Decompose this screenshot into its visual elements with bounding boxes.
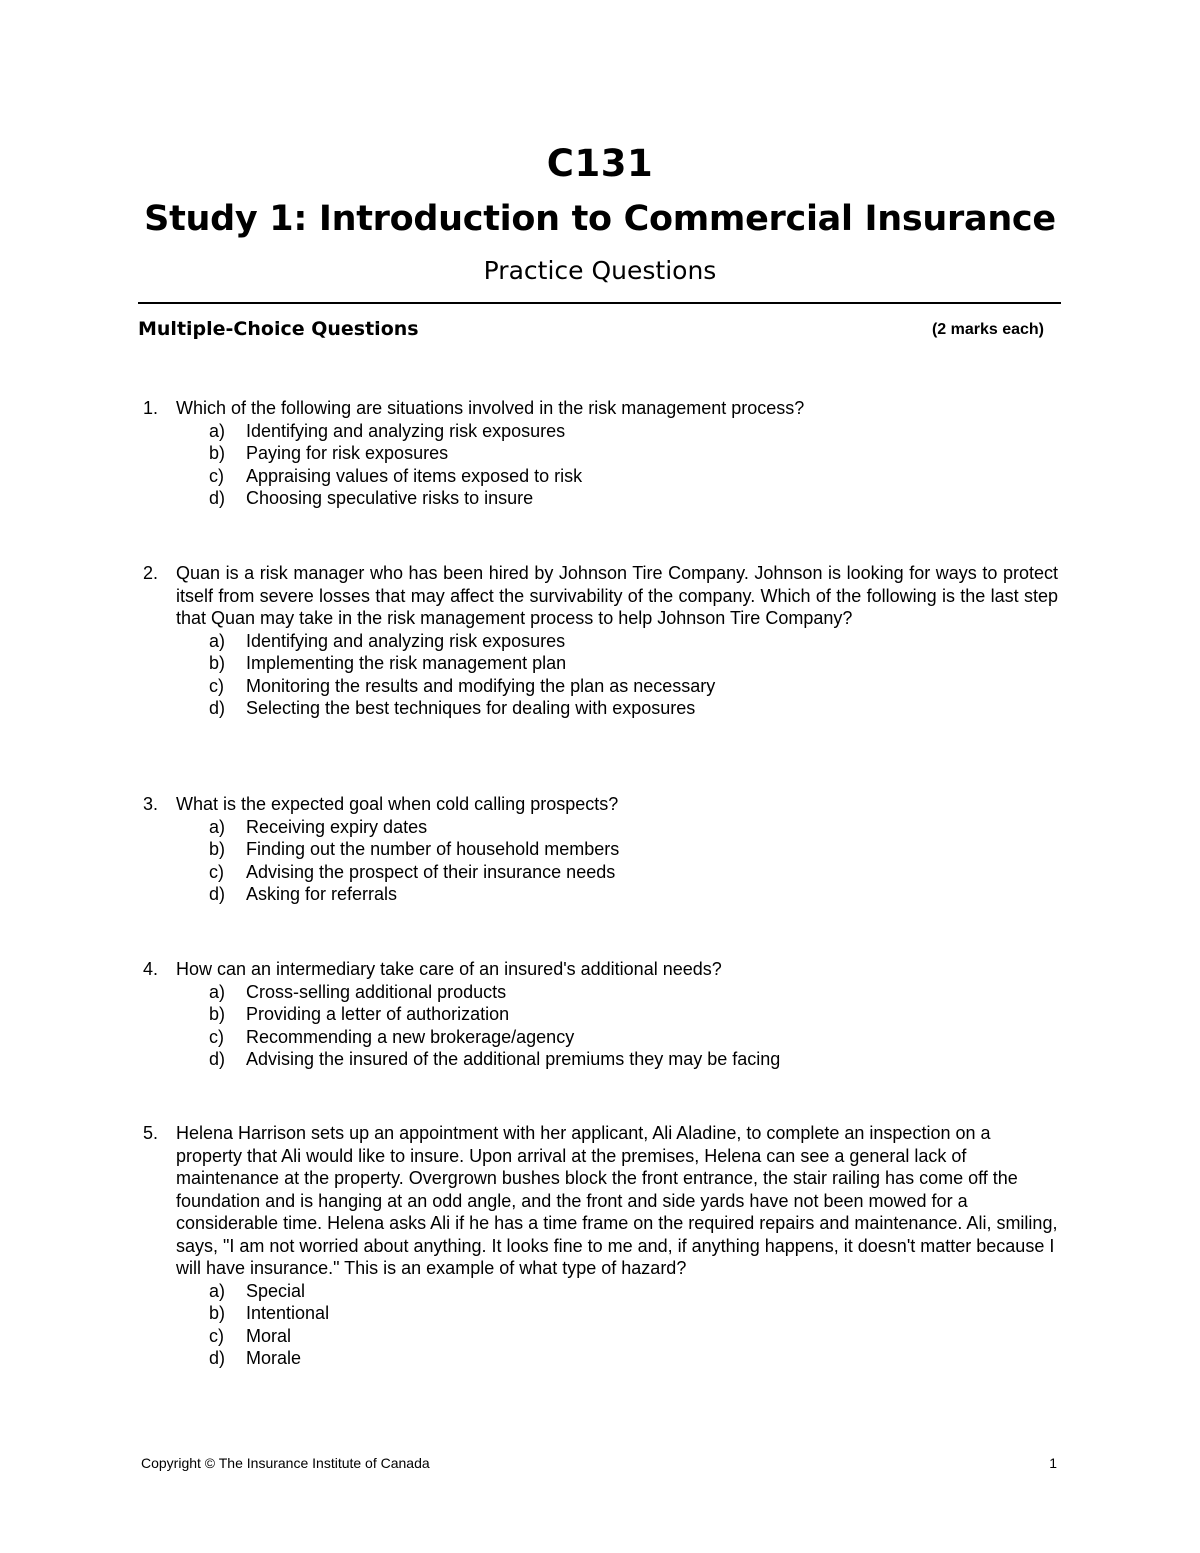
question-2 [138, 562, 1058, 720]
option-letter: b) [209, 1004, 226, 1024]
option-text: Paying for risk exposures [246, 443, 449, 463]
page-title: Study 1: Introduction to Commercial Insurance [144, 199, 1056, 239]
option-text: Moral [246, 1325, 292, 1346]
option-list [209, 630, 1058, 720]
option-letter: c) [209, 1325, 224, 1346]
page-subtitle: Practice Questions [483, 256, 717, 285]
option-a [209, 816, 1058, 839]
option-letter: a) [209, 816, 226, 837]
question-text: Which of the following are situations involved in the risk management process? [176, 398, 805, 418]
option-c [209, 465, 1058, 488]
option-text: Monitoring the results and modifying the plan as necessary [246, 675, 716, 696]
course-code: C131 [546, 142, 654, 185]
question-number: 3. [143, 794, 159, 814]
question-text: Helena Harrison sets up an appointment with her applicant, Ali Aladine, to complete an inspection on a property that Ali would like to insure. Upon arrival at the premises, Helena can see a general lack of maintenance at the property. Overgrown bushes block the front entrance, the stair railing has come off the foundation and is hanging at an odd angle, and the front and side yards have not been mowed for a considerable time. Helena asks Ali if he has a time frame on the required repairs and maintenance. Ali, smiling, says, "I am not worried about anything. It looks fine to me and, if anything happens, it doesn't matter because I will have insurance." This is an example of what type of hazard? [176, 1123, 1058, 1278]
option-letter: b) [209, 443, 226, 463]
option-b [209, 442, 1058, 465]
option-c [209, 675, 1058, 698]
option-list [209, 981, 1058, 1071]
section-title: Multiple-Choice Questions [138, 318, 419, 340]
option-d [209, 487, 1058, 510]
option-letter: d) [209, 1049, 226, 1069]
option-letter: c) [209, 861, 224, 882]
option-c [209, 861, 1058, 884]
option-text: Asking for referrals [246, 884, 398, 904]
option-text: Identifying and analyzing risk exposures [246, 630, 566, 651]
option-c [209, 1026, 1058, 1049]
option-d [209, 697, 1058, 720]
question-text: How can an intermediary take care of an insured's additional needs? [176, 959, 722, 979]
question-4 [138, 958, 1058, 1071]
question-5 [138, 1122, 1058, 1370]
option-letter: d) [209, 698, 226, 718]
option-text: Intentional [246, 1303, 330, 1323]
copyright-notice: Copyright © The Insurance Institute of Canada [141, 1455, 430, 1471]
question-number: 4. [143, 959, 159, 979]
option-letter: c) [209, 675, 224, 696]
option-letter: a) [209, 1280, 226, 1301]
question-1 [138, 397, 1058, 510]
option-list [209, 816, 1058, 906]
page-number: 1 [1049, 1455, 1057, 1471]
option-list [209, 420, 1058, 510]
option-text: Appraising values of items exposed to risk [246, 465, 583, 486]
option-b [209, 1302, 1058, 1325]
option-text: Cross-selling additional products [246, 981, 507, 1002]
option-d [209, 1048, 1058, 1071]
option-text: Implementing the risk management plan [246, 653, 567, 673]
option-d [209, 883, 1058, 906]
option-text: Special [246, 1280, 306, 1301]
option-c [209, 1325, 1058, 1348]
option-letter: c) [209, 465, 224, 486]
option-text: Recommending a new brokerage/agency [246, 1026, 575, 1047]
option-letter: d) [209, 488, 226, 508]
option-a [209, 981, 1058, 1004]
option-text: Receiving expiry dates [246, 816, 428, 837]
question-number: 1. [143, 398, 159, 418]
option-text: Finding out the number of household members [246, 839, 620, 859]
option-list [209, 1280, 1058, 1370]
option-text: Providing a letter of authorization [246, 1004, 510, 1024]
option-letter: c) [209, 1026, 224, 1047]
option-text: Identifying and analyzing risk exposures [246, 420, 566, 441]
option-text: Advising the prospect of their insurance needs [246, 861, 616, 882]
option-letter: b) [209, 653, 226, 673]
option-letter: b) [209, 1303, 226, 1323]
header-divider [138, 302, 1061, 304]
option-letter: d) [209, 884, 226, 904]
option-letter: a) [209, 981, 226, 1002]
question-text: What is the expected goal when cold calling prospects? [176, 794, 619, 814]
option-letter: d) [209, 1348, 226, 1368]
question-3 [138, 793, 1058, 906]
option-a [209, 630, 1058, 653]
question-number: 2. [143, 563, 159, 583]
option-letter: a) [209, 420, 226, 441]
option-letter: b) [209, 839, 226, 859]
option-b [209, 838, 1058, 861]
option-d [209, 1347, 1058, 1370]
option-a [209, 420, 1058, 443]
option-text: Selecting the best techniques for dealing with exposures [246, 698, 696, 718]
option-a [209, 1280, 1058, 1303]
option-b [209, 1003, 1058, 1026]
question-number: 5. [143, 1123, 159, 1143]
section-header [138, 318, 1044, 348]
option-letter: a) [209, 630, 226, 651]
question-text: Quan is a risk manager who has been hired by Johnson Tire Company. Johnson is looking for ways to protect itself from severe losses that may affect the survivability of the company. Which of the following is the last step that Quan may take in the risk management process to help Johnson Tire Company? [176, 563, 1058, 628]
option-text: Choosing speculative risks to insure [246, 488, 534, 508]
option-b [209, 652, 1058, 675]
section-marks: (2 marks each) [931, 321, 1044, 338]
option-text: Morale [246, 1348, 302, 1368]
option-text: Advising the insured of the additional premiums they may be facing [246, 1049, 781, 1069]
